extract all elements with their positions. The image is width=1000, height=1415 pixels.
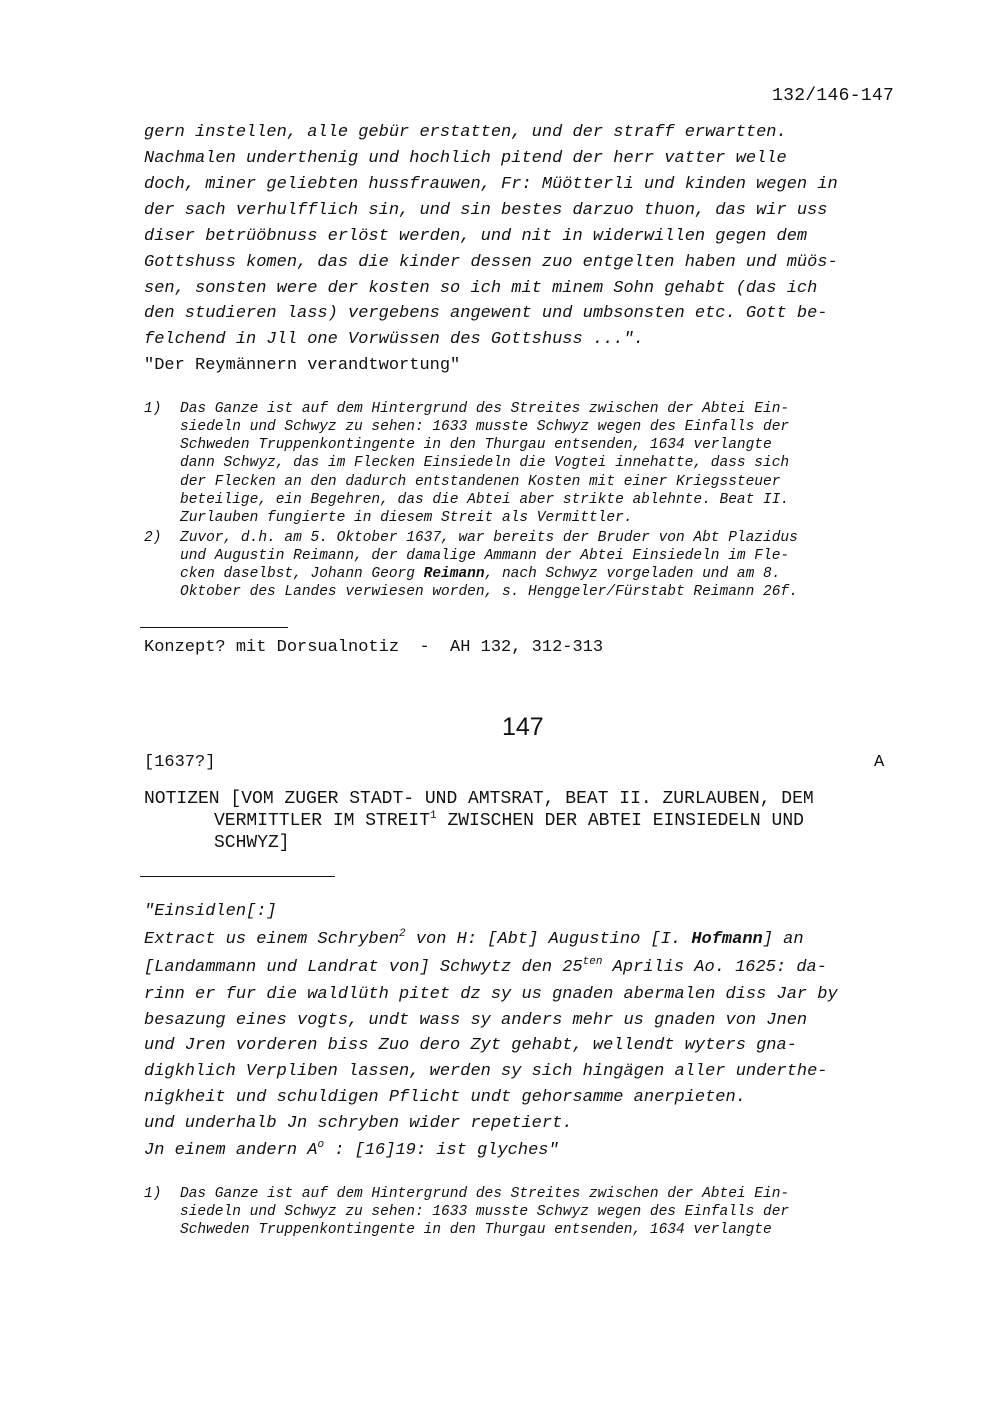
footnote-line: Oktober des Landes verwiesen worden, s. Henggeler/Fürstabt Reimann 26f.: [180, 584, 798, 600]
closing-heading: "Der Reymännern verandtwortung": [144, 356, 461, 375]
text-line: und Jren vorderen biss Zuo dero Zyt gehabt, wellendt wyters gna-: [144, 1036, 797, 1055]
text-span: ] an: [762, 930, 804, 949]
footnote-line: der Flecken an den dadurch entstandenen Kosten mit einer Kriegssteuer: [180, 474, 781, 490]
text-line: den studieren lass) vergebens angewent und umbsonsten etc. Gott be-: [144, 304, 828, 323]
text-span: Aprilis Ao. 1625: da-: [602, 958, 827, 977]
footnote-line: Das Ganze ist auf dem Hintergrund des Streites zwischen der Abtei Ein-: [180, 1186, 790, 1202]
text-span: [Landammann und Landrat von] Schwytz den 25: [144, 958, 583, 977]
text-line: [144, 958, 827, 977]
source-note: Konzept? mit Dorsualnotiz - AH 132, 312-313: [144, 638, 604, 657]
text-line: "Einsidlen[:]: [144, 902, 277, 921]
footnote-line: siedeln und Schwyz zu sehen: 1633 musste Schwyz wegen des Einfalls der: [180, 419, 790, 435]
footnote-line: und Augustin Reimann, der damalige Ammann der Abtei Einsiedeln im Fle-: [180, 548, 790, 564]
page-reference: 132/146-147: [772, 86, 895, 106]
title-text: VERMITTLER IM STREIT: [214, 811, 431, 831]
text-line: digkhlich Verpliben lassen, werden sy sich hingägen aller underthe-: [144, 1062, 828, 1081]
text-line: besazung eines vogts, undt wass sy anders mehr us gnaden von Jnen: [144, 1011, 808, 1030]
document-title-line: [214, 811, 804, 831]
footnote-line: siedeln und Schwyz zu sehen: 1633 musste Schwyz wegen des Einfalls der: [180, 1204, 790, 1220]
document-number: 147: [502, 713, 544, 741]
text-span: von H: [Abt] Augustino [I.: [405, 930, 692, 949]
document-title-line: NOTIZEN [VOM ZUGER STADT- UND AMTSRAT, BEAT II. ZURLAUBEN, DEM: [144, 789, 814, 809]
footnote-number: 1): [144, 401, 162, 417]
text-line: nigkheit und schuldigen Pflicht undt gehorsamme anerpieten.: [144, 1088, 746, 1107]
footnote-line: beteilige, ein Begehren, das die Abtei aber strikte ablehnte. Beat II.: [180, 492, 790, 508]
divider: [140, 876, 335, 877]
text-line: doch, miner geliebten hussfrauwen, Fr: Müötterli und kinden wegen in: [144, 175, 838, 194]
text-line: rinn er fur die waldlüth pitet dz sy us gnaden abermalen diss Jar by: [144, 985, 838, 1004]
footnote-text: , nach Schwyz vorgeladen und am 8.: [484, 566, 781, 582]
document-date: [1637?]: [144, 753, 216, 772]
text-line: [144, 1141, 559, 1160]
divider: [140, 627, 288, 628]
text-line: und underhalb Jn schryben wider repetiert.: [144, 1114, 573, 1133]
text-line: felchend in Jll one Vorwüssen des Gottshuss ...".: [144, 330, 644, 349]
footnote-text: cken daselbst, Johann Georg: [180, 566, 424, 582]
footnote-bold-name: Reimann: [423, 566, 485, 582]
text-line: der sach verhulfflich sin, und sin bestes darzuo thuon, das wir uss: [144, 201, 828, 220]
footnote-line: Das Ganze ist auf dem Hintergrund des Streites zwischen der Abtei Ein-: [180, 401, 790, 417]
text-line: Gottshuss komen, das die kinder dessen zuo entgelten haben und müös-: [144, 253, 838, 272]
document-title-line: SCHWYZ]: [214, 833, 290, 853]
text-span: Jn einem andern A: [144, 1141, 318, 1160]
footnote-ref: 1: [430, 810, 437, 822]
text-line: sen, sonsten were der kosten so ich mit minem Sohn gehabt (das ich: [144, 279, 818, 298]
superscript: ten: [582, 956, 603, 968]
footnote-ref: 2: [399, 928, 406, 940]
text-line: diser betrüöbnuss erlöst werden, und nit in widerwillen gegen dem: [144, 227, 808, 246]
title-text: ZWISCHEN DER ABTEI EINSIEDELN UND: [436, 811, 804, 831]
document-type-letter: A: [874, 753, 885, 772]
footnote-line: Zurlauben fungierte in diesem Streit als Vermittler.: [180, 510, 633, 526]
footnote-line: Schweden Truppenkontingente in den Thurgau entsenden, 1634 verlangte: [180, 1222, 772, 1238]
footnote-line: dann Schwyz, das im Flecken Einsiedeln die Vogtei innehatte, dass sich: [180, 455, 790, 471]
text-span: Extract us einem Schryben: [144, 930, 400, 949]
footnote-number: 2): [144, 530, 162, 546]
footnote-line: Zuvor, d.h. am 5. Oktober 1637, war bereits der Bruder von Abt Plazidus: [180, 530, 798, 546]
footnote-number: 1): [144, 1186, 162, 1202]
bold-name: Hofmann: [691, 930, 763, 949]
footnote-line: [180, 566, 780, 582]
text-line: Nachmalen underthenig und hochlich pitend der herr vatter welle: [144, 149, 787, 168]
text-line: [144, 930, 804, 949]
text-span: : [16]19: ist glyches": [324, 1141, 559, 1160]
superscript: o: [317, 1139, 325, 1151]
text-line: gern instellen, alle gebür erstatten, und der straff erwartten.: [144, 123, 787, 142]
footnote-line: Schweden Truppenkontingente in den Thurgau entsenden, 1634 verlangte: [180, 437, 772, 453]
